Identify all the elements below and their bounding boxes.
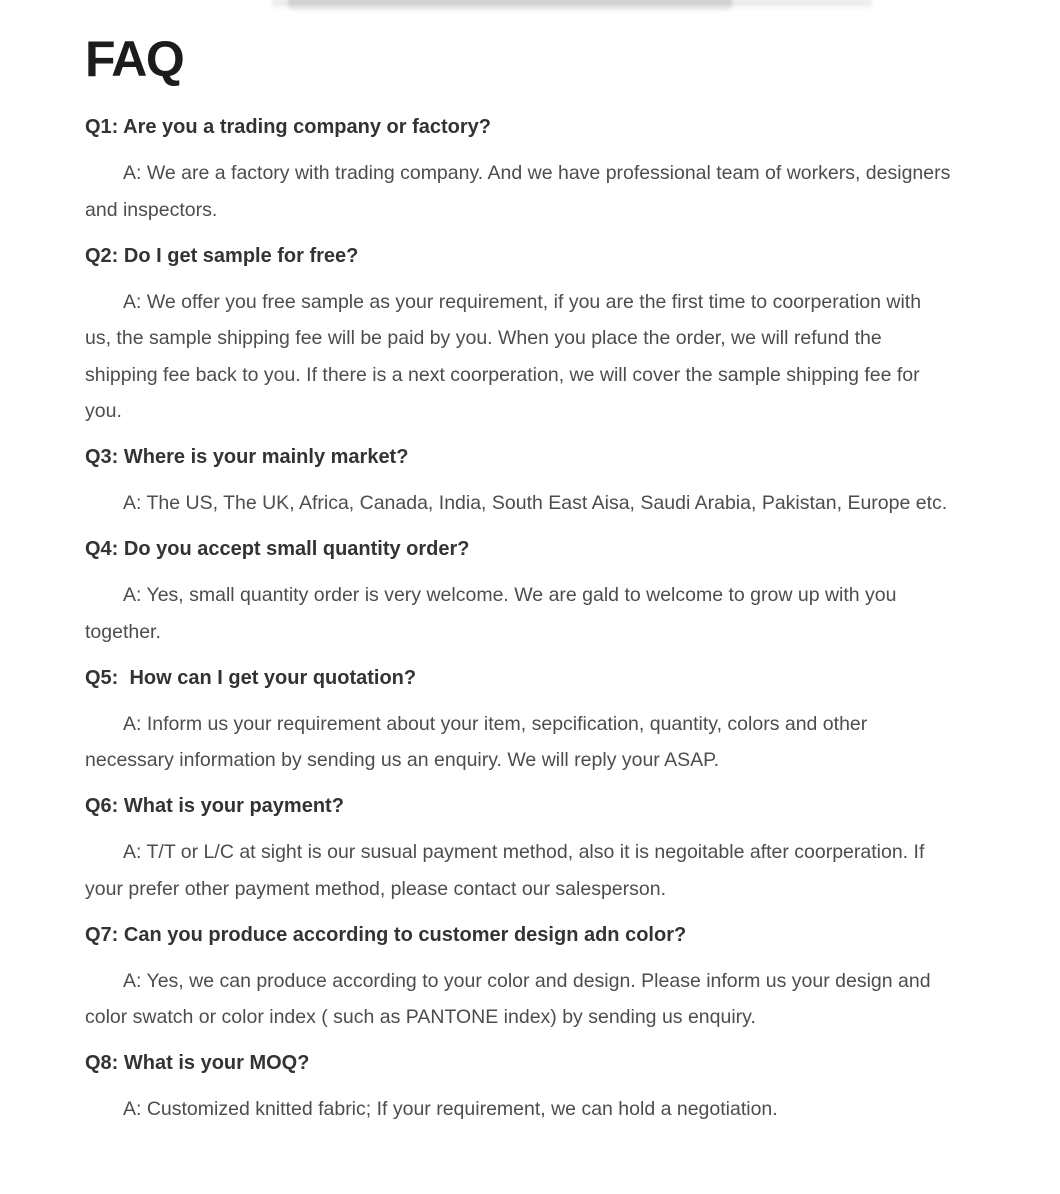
faq-answer: A: Yes, we can produce according to your color and design. Please inform us your design and color swatch or color index ( such as PANTONE index) by sending us enquiry. xyxy=(85,969,931,1028)
faq-question: Q1: Are you a trading company or factory? xyxy=(85,116,492,138)
faq-answer: A: T/T or L/C at sight is our susual payment method, also it is negoitable after coorperation. If your prefer other payment method, please contact our salesperson. xyxy=(85,841,925,900)
page-title: FAQ xyxy=(85,31,184,87)
faq-question: Q7: Can you produce according to customer design adn color? xyxy=(85,923,687,946)
faq-answer: A: We are a factory with trading company. And we have professional team of workers, designers and inspectors. xyxy=(85,162,951,221)
faq-question: Q2: Do I get sample for free? xyxy=(85,244,359,267)
faq-question: Q5: How can I get your quotation? xyxy=(85,666,417,689)
faq-question: Q8: What is your MOQ? xyxy=(85,1052,310,1074)
faq-item-q4 xyxy=(85,531,951,650)
faq-section xyxy=(85,0,951,1128)
faq-item-q7 xyxy=(85,917,951,1036)
faq-question: Q4: Do you accept small quantity order? xyxy=(85,538,470,560)
faq-answer: A: Yes, small quantity order is very welcome. We are gald to welcome to grow up with you together. xyxy=(85,584,897,643)
faq-item-q8 xyxy=(85,1045,951,1128)
faq-question: Q6: What is your payment? xyxy=(85,795,344,817)
faq-answer: A: Inform us your requirement about your item, sepcification, quantity, colors and other necessary information by sending us an enquiry. We will reply your ASAP. xyxy=(85,712,868,771)
faq-question: Q3: Where is your mainly market? xyxy=(85,446,409,468)
faq-item-q3 xyxy=(85,439,951,522)
faq-answer: A: The US, The UK, Africa, Canada, India, South East Aisa, Saudi Arabia, Pakistan, Europe etc. xyxy=(123,492,948,514)
faq-item-q1 xyxy=(85,109,951,228)
faq-answer: A: Customized knitted fabric; If your requirement, we can hold a negotiation. xyxy=(123,1098,778,1120)
faq-item-q5 xyxy=(85,660,951,779)
faq-answer: A: We offer you free sample as your requirement, if you are the first time to coorperation with us, the sample shipping fee will be paid by you. When you place the order, we will refund the shipping fee back to you. If there is a next coorperation, we will cover the sample shipping fee for you. xyxy=(85,290,922,422)
faq-item-q6 xyxy=(85,788,951,907)
faq-item-q2 xyxy=(85,238,951,430)
